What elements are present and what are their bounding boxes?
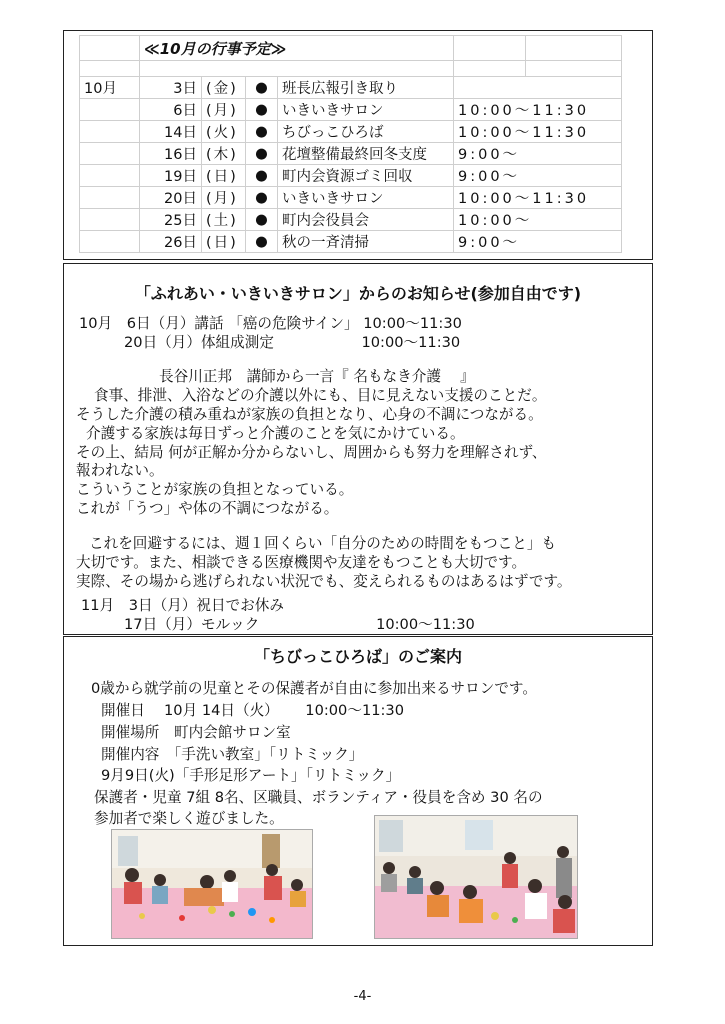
table-row bbox=[80, 187, 622, 209]
salon-line: 17日（月）モルック 10:00～11:30 bbox=[124, 616, 475, 633]
day-cell: 3日 bbox=[140, 77, 202, 99]
event-cell: ちびっこひろば bbox=[278, 121, 454, 143]
photo-left-image bbox=[112, 830, 312, 938]
weekday-cell: (月) bbox=[202, 99, 246, 121]
event-cell: 班長広報引き取り bbox=[278, 77, 454, 99]
table-row bbox=[80, 99, 622, 121]
weekday-cell: (日) bbox=[202, 231, 246, 253]
salon-line: こういうことが家族の負担となっている。 bbox=[76, 481, 354, 498]
chibikko-line: 0歳から就学前の児童とその保護者が自由に参加出来るサロンです。 bbox=[91, 680, 537, 697]
salon-line: 11月 3日（月）祝日でお休み bbox=[81, 597, 284, 614]
page-number: -4- bbox=[353, 989, 372, 1004]
day-cell: 26日 bbox=[140, 231, 202, 253]
bullet-icon: ● bbox=[246, 231, 278, 253]
schedule-title: ≪10月の行事予定≫ bbox=[140, 36, 454, 61]
salon-line: 報われない。 bbox=[76, 462, 164, 479]
table-row bbox=[80, 165, 622, 187]
day-cell: 16日 bbox=[140, 143, 202, 165]
table-row bbox=[80, 231, 622, 253]
day-cell: 6日 bbox=[140, 99, 202, 121]
salon-line: これが「うつ」や体の不調につながる。 bbox=[76, 500, 339, 517]
weekday-cell: (土) bbox=[202, 209, 246, 231]
day-cell: 14日 bbox=[140, 121, 202, 143]
chibikko-line: 参加者で楽しく遊びました。 bbox=[94, 810, 284, 827]
table-row bbox=[80, 143, 622, 165]
day-cell: 19日 bbox=[140, 165, 202, 187]
event-photo-left bbox=[111, 829, 313, 939]
event-cell: 秋の一斉清掃 bbox=[278, 231, 454, 253]
weekday-cell: (月) bbox=[202, 187, 246, 209]
month-cell: 10月 bbox=[80, 77, 140, 99]
salon-line: 10月 6日（月）講話 「癌の危険サイン」 10:00～11:30 bbox=[79, 315, 462, 332]
salon-line: その上、結局 何が正解か分からないし、周囲からも努力を理解されず、 bbox=[76, 444, 547, 461]
time-cell: 9:00～ bbox=[454, 231, 622, 253]
weekday-cell: (木) bbox=[202, 143, 246, 165]
chibikko-line: 開催内容 「手洗い教室」「リトミック」 bbox=[101, 746, 364, 763]
chibikko-heading: 「ちびっこひろば」のご案内 bbox=[253, 647, 462, 666]
event-photo-right bbox=[374, 815, 578, 939]
weekday-cell: (日) bbox=[202, 165, 246, 187]
chibikko-hiroba-box bbox=[63, 636, 653, 946]
table-row bbox=[80, 36, 622, 61]
time-cell: 9:00～ bbox=[454, 143, 622, 165]
day-cell: 25日 bbox=[140, 209, 202, 231]
event-cell: いきいきサロン bbox=[278, 187, 454, 209]
time-cell: 10:00～11:30 bbox=[454, 99, 622, 121]
bullet-icon: ● bbox=[246, 143, 278, 165]
time-cell: 9:00～ bbox=[454, 165, 622, 187]
event-cell: 町内会資源ゴミ回収 bbox=[278, 165, 454, 187]
bullet-icon: ● bbox=[246, 121, 278, 143]
weekday-cell: (火) bbox=[202, 121, 246, 143]
salon-heading: 「ふれあい・いきいきサロン」からのお知らせ(参加自由です) bbox=[134, 284, 582, 303]
weekday-cell: (金) bbox=[202, 77, 246, 99]
salon-line: 実際、その場から逃げられない状況でも、変えられるものはあるはずです。 bbox=[76, 573, 572, 590]
table-row bbox=[80, 209, 622, 231]
time-cell: 10:00～ bbox=[454, 209, 622, 231]
event-schedule-table bbox=[79, 35, 622, 253]
table-row bbox=[80, 77, 622, 99]
photo-right-image bbox=[375, 816, 577, 938]
event-cell: いきいきサロン bbox=[278, 99, 454, 121]
chibikko-line: 開催場所 町内会館サロン室 bbox=[101, 724, 291, 741]
table-row bbox=[80, 121, 622, 143]
bullet-icon: ● bbox=[246, 187, 278, 209]
day-cell: 20日 bbox=[140, 187, 202, 209]
chibikko-line: 保護者・児童 7組 8名、区職員、ボランティア・役員を含め 30 名の bbox=[94, 789, 543, 806]
chibikko-line: 9月9日(火)「手形足形アート」「リトミック」 bbox=[101, 767, 401, 784]
time-cell: 10:00～11:30 bbox=[454, 121, 622, 143]
salon-notice-box bbox=[63, 263, 653, 635]
salon-line: 長谷川正邦 講師から一言『 名もなき介護 』 bbox=[159, 368, 475, 385]
salon-line: 食事、排泄、入浴などの介護以外にも、目に見えない支援のことだ。 bbox=[94, 387, 547, 404]
bullet-icon: ● bbox=[246, 77, 278, 99]
salon-line: そうした介護の積み重ねが家族の負担となり、心身の不調につながる。 bbox=[76, 406, 543, 423]
time-cell: 10:00～11:30 bbox=[454, 187, 622, 209]
salon-line: 20日（月）体組成測定 10:00～11:30 bbox=[124, 334, 461, 351]
time-cell bbox=[454, 77, 622, 99]
bullet-icon: ● bbox=[246, 165, 278, 187]
bullet-icon: ● bbox=[246, 99, 278, 121]
salon-line: 大切です。また、相談できる医療機関や友達をもつことも大切です。 bbox=[76, 554, 527, 571]
salon-line: これを回避するには、週１回くらい「自分のための時間をもつこと」も bbox=[89, 535, 557, 552]
event-cell: 町内会役員会 bbox=[278, 209, 454, 231]
event-cell: 花壇整備最終回冬支度 bbox=[278, 143, 454, 165]
salon-line: 介護する家族は毎日ずっと介護のことを気にかけている。 bbox=[86, 425, 465, 442]
event-schedule-box bbox=[63, 30, 653, 260]
bullet-icon: ● bbox=[246, 209, 278, 231]
table-row bbox=[80, 61, 622, 77]
chibikko-line: 開催日 10月 14日（火） 10:00～11:30 bbox=[101, 702, 404, 719]
